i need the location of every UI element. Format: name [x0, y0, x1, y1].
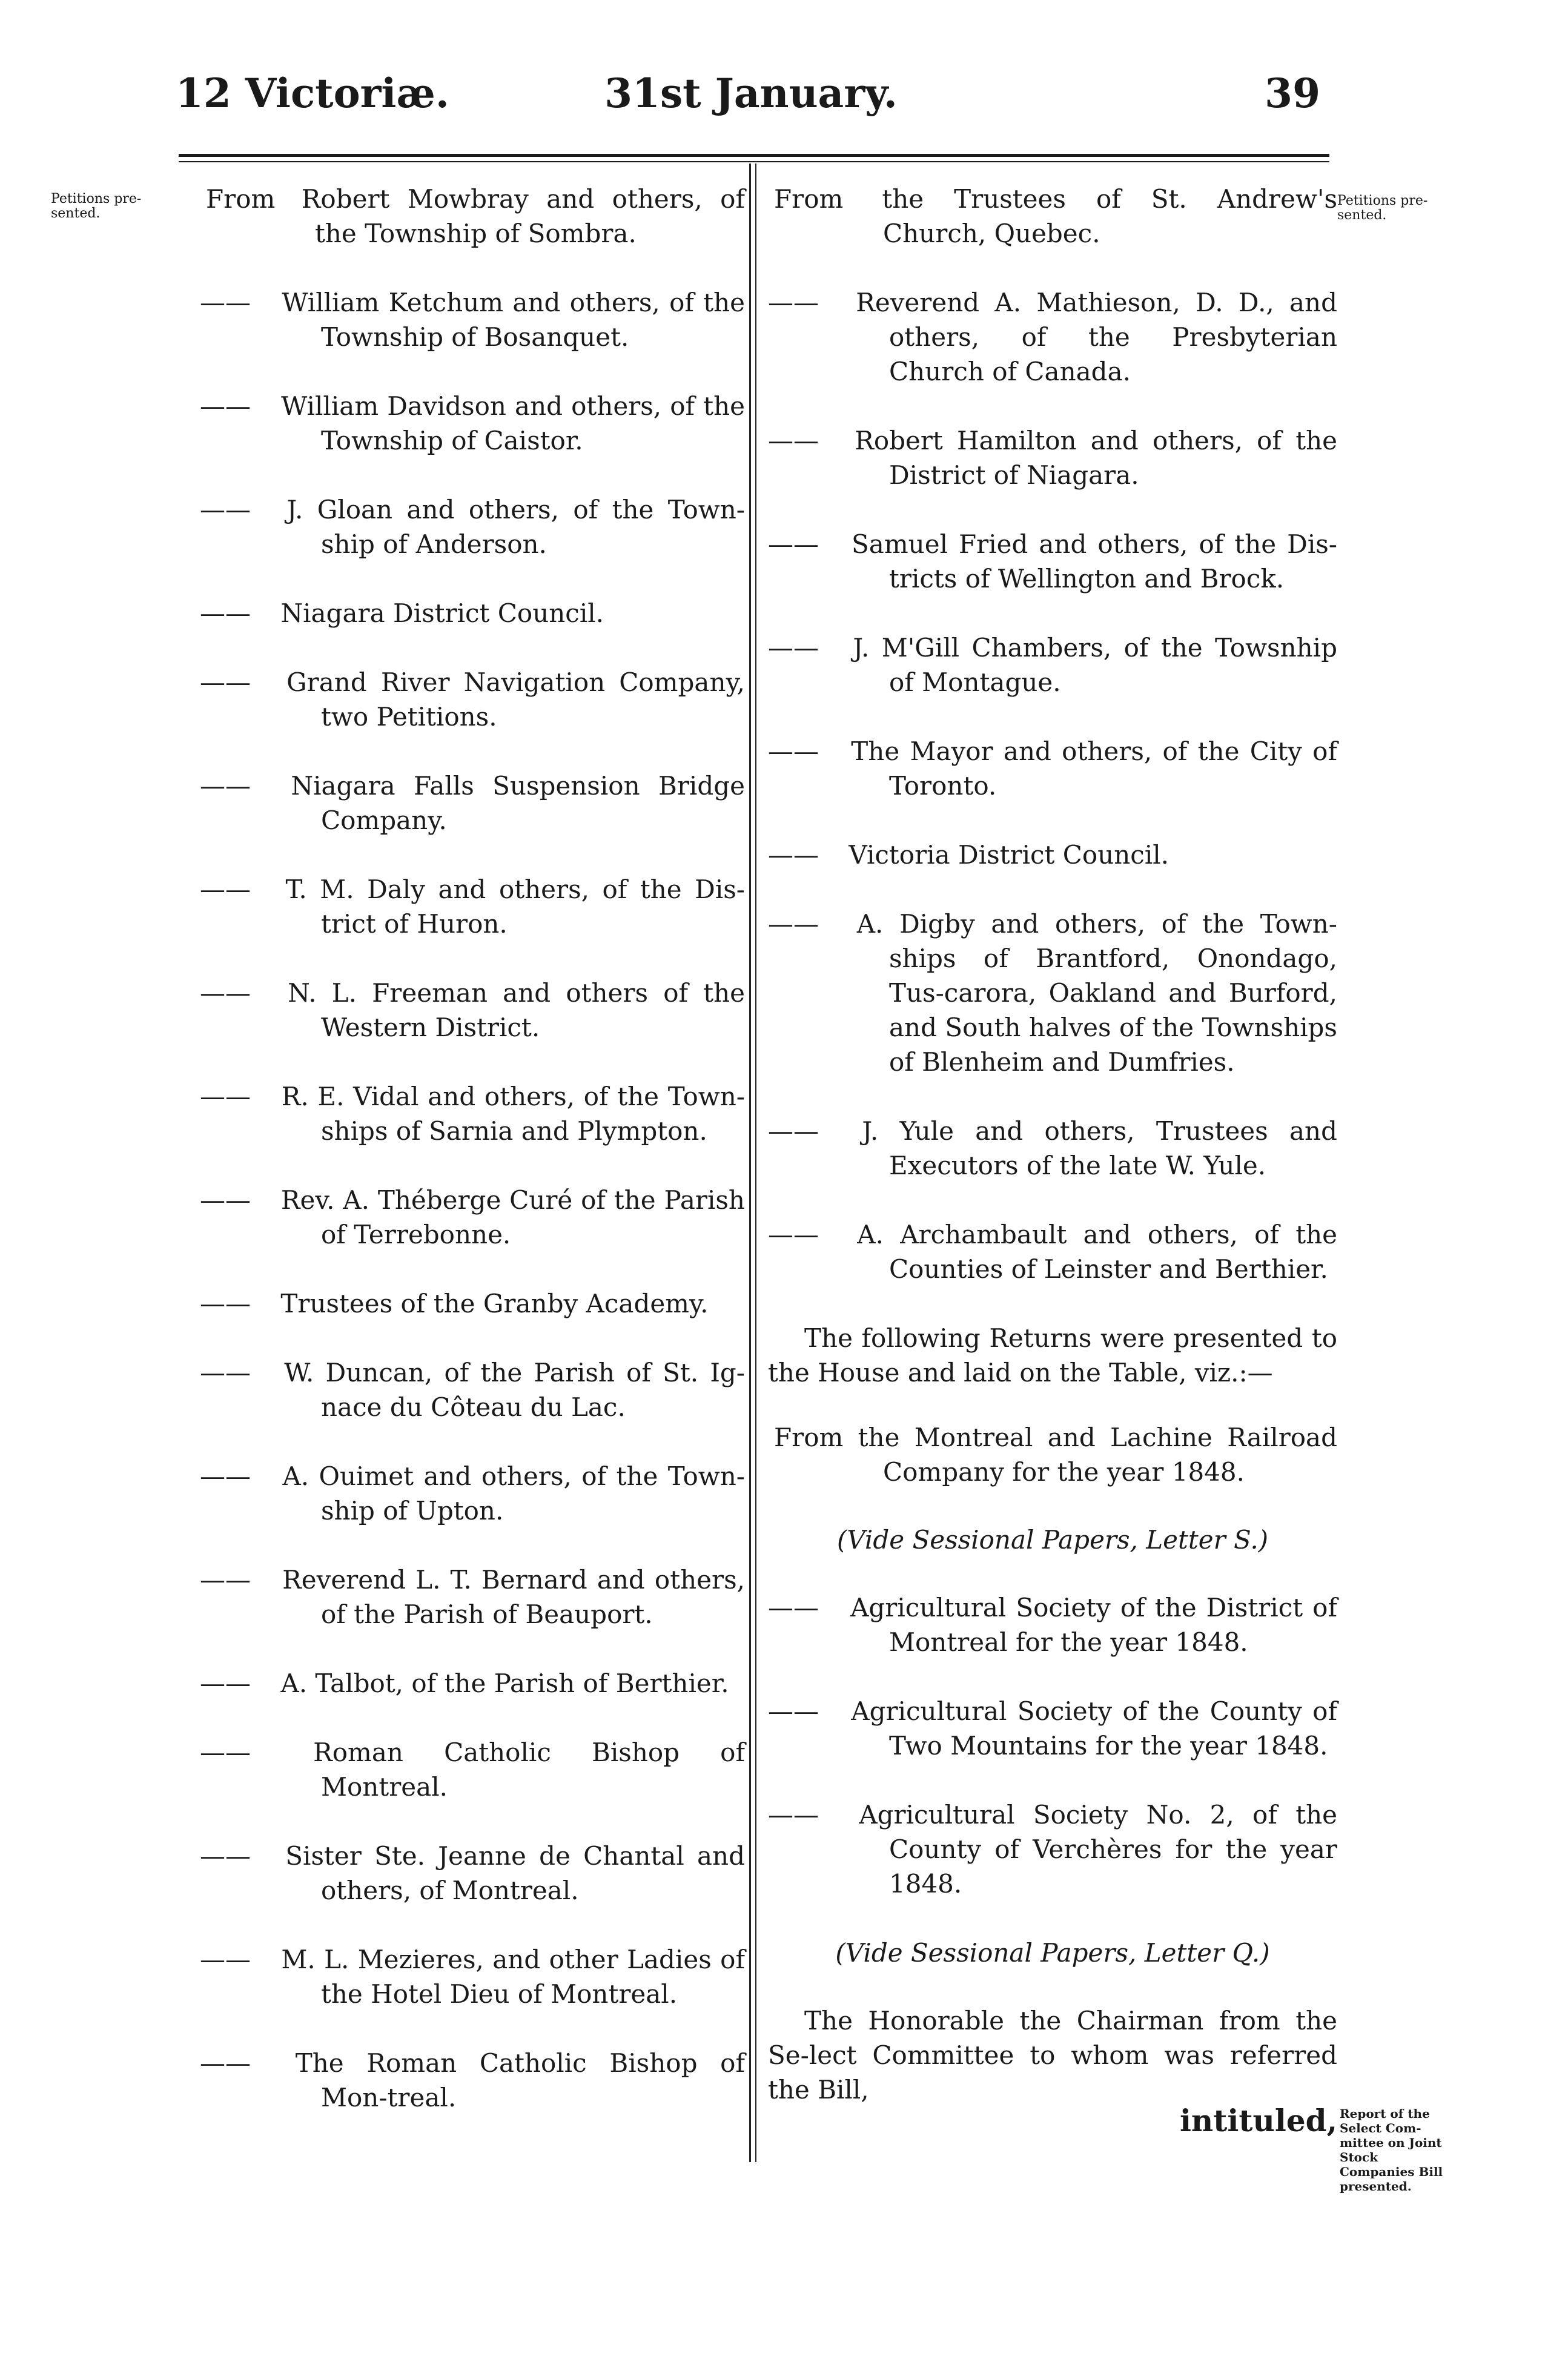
- petition-entry-left-19: [200, 2046, 745, 2115]
- entry-text: A. Archambault and others, of the Counties of Leinster and Berthier.: [857, 1220, 1337, 1284]
- entry-text: Reverend A. Mathieson, D. D., and others, of the Presbyterian Church of Canada.: [856, 288, 1337, 386]
- entry-prefix: ——: [200, 1565, 251, 1595]
- entry-text: Reverend L. T. Bernard and others, of the Parish of Beauport.: [282, 1565, 745, 1629]
- entry-prefix: ——: [768, 1800, 819, 1830]
- entry-text: Samuel Fried and others, of the Dis-tricts of Wellington and Brock.: [852, 529, 1338, 594]
- return-entry-0: [768, 1590, 1337, 1659]
- entry-prefix: ——: [768, 1696, 819, 1726]
- entry-text: A. Ouimet and others, of the Town-ship of Upton.: [282, 1461, 745, 1526]
- entry-prefix: ——: [768, 426, 819, 455]
- entry-text: J. Gloan and others, of the Town-ship of Anderson.: [286, 495, 745, 559]
- petition-entry-left-14: [200, 1562, 745, 1632]
- petition-entry-right-4: [768, 630, 1337, 699]
- entry-text: Sister Ste. Jeanne de Chantal and others, of Montreal.: [285, 1841, 745, 1905]
- page-header: [170, 58, 1332, 124]
- header-regnal-year: 12 Victoriæ.: [176, 70, 449, 117]
- entry-text: the Montreal and Lachine Railroad Company for the year 1848.: [858, 1423, 1337, 1487]
- entry-text: Victoria District Council.: [849, 840, 1169, 870]
- petition-entry-left-4: [200, 596, 745, 630]
- entry-text: Grand River Navigation Company, two Petitions.: [286, 667, 745, 732]
- entry-text: R. E. Vidal and others, of the Town-ships of Sarnia and Plympton.: [281, 1082, 745, 1146]
- entry-text: William Davidson and others, of the Township of Caistor.: [281, 391, 745, 455]
- petition-entry-right-0: [768, 182, 1337, 251]
- report-paragraph: The Honorable the Chairman from the Se-lect Committee to whom was referred the Bill,: [768, 2006, 1337, 2105]
- returns-list: [768, 1590, 1337, 1901]
- vide-note-q: (Vide Sessional Papers, Letter Q.): [835, 1938, 1270, 1968]
- column-divider: [749, 164, 751, 2162]
- petition-entry-left-11: [200, 1286, 745, 1321]
- petition-entry-left-12: [200, 1355, 745, 1424]
- entry-text: The Mayor and others, of the City of Toronto.: [851, 736, 1337, 801]
- entry-prefix: From: [774, 1423, 844, 1452]
- entry-prefix: ——: [768, 1116, 819, 1146]
- entry-prefix: ——: [200, 1358, 251, 1387]
- petition-entry-left-17: [200, 1839, 745, 1908]
- petition-entry-left-7: [200, 872, 745, 941]
- petition-entry-right-1: [768, 285, 1337, 389]
- entry-prefix: ——: [768, 840, 819, 870]
- entry-prefix: ——: [200, 875, 251, 904]
- entry-prefix: ——: [200, 1082, 251, 1111]
- entry-prefix: ——: [200, 1289, 251, 1318]
- petition-entry-left-18: [200, 1942, 745, 2011]
- entry-text: A. Talbot, of the Parish of Berthier.: [280, 1668, 729, 1698]
- petition-entry-right-3: [768, 527, 1337, 596]
- entry-text: M. L. Mezieres, and other Ladies of the Hotel Dieu of Montreal.: [281, 1945, 745, 2009]
- column-divider-inner: [755, 164, 756, 2162]
- page-number: 39: [1265, 70, 1320, 117]
- entry-prefix: ——: [200, 667, 251, 697]
- entry-prefix: ——: [768, 909, 819, 939]
- entry-prefix: ——: [200, 1945, 251, 1974]
- petition-entry-left-1: [200, 285, 745, 354]
- entry-text: Agricultural Society of the District of Montreal for the year 1848.: [850, 1593, 1337, 1657]
- entry-text: The Roman Catholic Bishop of Mon-treal.: [295, 2048, 745, 2112]
- petition-entry-left-13: [200, 1459, 745, 1528]
- entry-text: N. L. Freeman and others of the Western District.: [288, 978, 745, 1042]
- margin-note-report: Report of the Select Com-mittee on Joint Stock Companies Bill presented.: [1340, 2106, 1443, 2194]
- header-rule-thin: [179, 161, 1329, 162]
- petition-entry-right-8: [768, 1114, 1337, 1183]
- entry-text: Rev. A. Théberge Curé of the Parish of Terrebonne.: [280, 1185, 745, 1249]
- petition-entry-left-15: [200, 1666, 745, 1701]
- entry-prefix: ——: [200, 2048, 251, 2078]
- entry-text: Robert Mowbray and others, of the Township of Sombra.: [301, 184, 745, 248]
- entry-text: Robert Hamilton and others, of the District of Niagara.: [855, 426, 1337, 490]
- entry-prefix: ——: [200, 771, 251, 801]
- right-column: [768, 182, 1337, 2138]
- header-date: 31st January.: [604, 70, 898, 117]
- entry-prefix: ——: [200, 978, 251, 1008]
- entry-prefix: ——: [200, 1668, 251, 1698]
- entry-text: the Trustees of St. Andrew's Church, Quebec.: [882, 184, 1337, 248]
- entry-text: Agricultural Society No. 2, of the County of Verchères for the year 1848.: [859, 1800, 1337, 1899]
- entry-text: T. M. Daly and others, of the Dis-trict of Huron.: [285, 875, 745, 939]
- margin-note-petitions-left: Petitions pre-sented.: [51, 191, 142, 221]
- entry-prefix: ——: [200, 495, 251, 524]
- vide-note-s: (Vide Sessional Papers, Letter S.): [836, 1525, 1269, 1555]
- petition-entry-right-7: [768, 907, 1337, 1079]
- left-column: [200, 182, 745, 2149]
- entry-prefix: ——: [200, 1841, 251, 1871]
- entry-text: Agricultural Society of the County of Two Mountains for the year 1848.: [851, 1696, 1337, 1761]
- entry-prefix: ——: [768, 736, 819, 766]
- entry-text: Niagara Falls Suspension Bridge Company.: [291, 771, 745, 835]
- petition-entry-left-6: [200, 769, 745, 838]
- petition-entry-right-5: [768, 734, 1337, 803]
- petition-entry-left-5: [200, 665, 745, 734]
- returns-intro: The following Returns were presented to the House and laid on the Table, viz.:—: [768, 1323, 1337, 1387]
- entry-text: William Ketchum and others, of the Township of Bosanquet.: [282, 288, 745, 352]
- entry-text: J. M'Gill Chambers, of the Towsnhip of Montague.: [853, 633, 1337, 697]
- report-trail: intituled,: [1179, 2103, 1337, 2138]
- entry-text: A. Digby and others, of the Town-ships of Brantford, Onondago, Tus-carora, Oakland and Burford, and South halves of the Townships of Blenheim and Dumfries.: [856, 909, 1338, 1077]
- entry-prefix: ——: [768, 288, 819, 317]
- petition-entry-left-2: [200, 389, 745, 458]
- entry-prefix: ——: [200, 1185, 251, 1215]
- petition-entry-left-16: [200, 1735, 745, 1804]
- header-rule-thick: [179, 154, 1329, 157]
- entry-prefix: ——: [200, 391, 251, 421]
- return-entry-railroad: [768, 1420, 1337, 1489]
- petition-entry-right-6: [768, 838, 1337, 872]
- petition-entry-left-10: [200, 1183, 745, 1252]
- petition-entry-left-8: [200, 976, 745, 1045]
- entry-prefix: ——: [768, 1593, 819, 1622]
- entry-prefix: ——: [200, 288, 251, 317]
- return-entry-2: [768, 1797, 1337, 1901]
- entry-prefix: ——: [768, 1220, 819, 1249]
- petition-entry-left-0: [200, 182, 745, 251]
- entry-prefix: ——: [200, 1461, 251, 1491]
- entry-prefix: ——: [200, 1738, 251, 1767]
- entry-text: Niagara District Council.: [280, 598, 604, 628]
- petition-entry-right-2: [768, 423, 1337, 492]
- petition-entry-left-9: [200, 1079, 745, 1148]
- return-entry-1: [768, 1694, 1337, 1763]
- entry-prefix: ——: [200, 598, 251, 628]
- entry-text: W. Duncan, of the Parish of St. Ig-nace du Côteau du Lac.: [284, 1358, 745, 1422]
- entry-prefix: ——: [768, 633, 819, 663]
- petition-entry-left-3: [200, 492, 745, 561]
- petition-entry-right-9: [768, 1217, 1337, 1286]
- entry-prefix: From: [206, 184, 276, 214]
- entry-prefix: ——: [768, 529, 819, 559]
- entry-prefix: From: [774, 184, 844, 214]
- entry-text: J. Yule and others, Trustees and Executors of the late W. Yule.: [862, 1116, 1337, 1180]
- margin-note-petitions-right: Petitions pre-sented.: [1337, 193, 1428, 223]
- right-petition-list: [768, 182, 1337, 1286]
- entry-text: Trustees of the Granby Academy.: [280, 1289, 709, 1318]
- entry-text: Roman Catholic Bishop of Montreal.: [313, 1738, 745, 1802]
